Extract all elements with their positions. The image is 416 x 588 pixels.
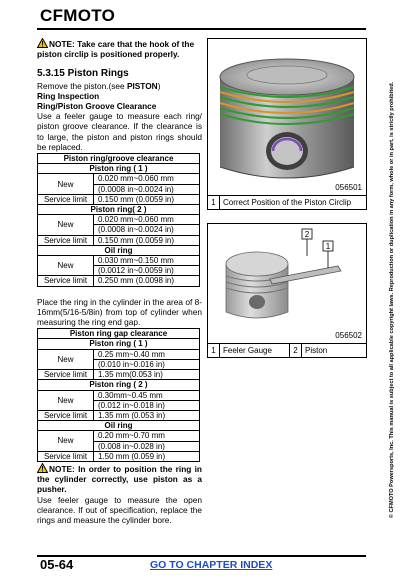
table-title: Piston ring gap clearance [38,329,200,339]
limit-label: Service limit [38,276,94,286]
new-label: New [38,256,94,276]
new-value-inch: (0.0012 in~0.0059 in) [94,266,200,276]
note-top [37,38,202,59]
limit-label: Service limit [38,370,94,380]
subheading-inspection: Ring Inspection [37,90,100,101]
remove-prefix: Remove the piston.(see [37,80,127,91]
caption-index: 1 [208,344,220,357]
table-group-header: Piston ring( 2 ) [38,205,200,215]
gap-clearance-table [37,328,200,462]
callout-1: 1 [325,242,331,251]
figure1-caption [207,196,367,210]
caption-index: 2 [290,344,302,357]
figure2-caption [207,344,367,358]
note-bottom [37,463,202,495]
new-value: 0.030 mm~0.150 mm [94,256,200,266]
limit-label: Service limit [38,410,94,420]
copyright-sidebar [372,80,412,520]
new-label: New [38,349,94,369]
table-group-header: Piston ring ( 1 ) [38,164,200,174]
table-group-header: Oil ring [38,421,200,431]
right-column [207,38,367,358]
note-top-text: NOTE: Take care that the hook of the piston circlip is positioned properly. [37,39,195,60]
caption-index: 1 [208,196,220,209]
footer-rule [37,555,366,557]
caption-text: Piston [305,346,328,355]
warning-icon [37,463,48,473]
note-bottom-text: NOTE: In order to position the ring in the cylinder correctly, use piston as a pusher. [37,463,202,495]
table-title: Piston ring/groove clearance [38,154,200,164]
section-title: 5.3.15 Piston Rings [37,68,129,80]
callout-2: 2 [304,230,310,239]
limit-label: Service limit [38,235,94,245]
table-group-header: Piston ring ( 2 ) [38,380,200,390]
limit-value: 1.35 mm (0.053 in) [94,410,200,420]
table-group-header: Oil ring [38,245,200,255]
subheading-groove: Ring/Piston Groove Clearance [37,101,157,112]
remove-ref-link[interactable]: PISTON [126,80,158,91]
new-value: 0.30mm~0.45 mm [94,390,200,400]
groove-clearance-table [37,153,200,287]
new-value-inch: (0.0008 in~0.0024 in) [94,225,200,235]
brand-title: CFMOTO [40,6,116,25]
page-number: 05-64 [40,557,74,572]
figure-piston-circlip [207,38,367,196]
new-value-inch: (0.012 in~0.018 in) [94,400,200,410]
copyright-text: © CFMOTO Powersports, Inc. This manual is subject to all applicable copyright laws. Reproduction or duplication in any form, whole or in part, is strictly prohibited. [389,81,395,519]
new-value: 0.20 mm~0.70 mm [94,431,200,441]
limit-value: 0.150 mm (0.0059 in) [94,194,200,204]
bottom-paragraph: Use feeler gauge to measure the open clearance. If out of specification, replace the rings and measure the cylinder bore. [37,494,202,525]
groove-paragraph: Use a feeler gauge to measure each ring/ piston groove clearance. If the clearance is to large, the piston and piston rings should be replaced. [37,111,202,152]
remove-suffix: ) [157,80,161,91]
limit-value: 0.150 mm (0.0059 in) [94,235,200,245]
new-label: New [38,390,94,410]
chapter-index-link[interactable]: GO TO CHAPTER INDEX [150,559,273,571]
feeler-gauge-image [208,224,366,343]
header-rule [37,28,366,30]
piston-circlip-image [208,39,366,195]
table-group-header: Piston ring ( 1 ) [38,339,200,349]
caption-text: Feeler Gauge [220,344,290,357]
figure-feeler-gauge [207,223,367,344]
new-value-inch: (0.010 in~0.016 in) [94,359,200,369]
new-label: New [38,431,94,451]
new-value-inch: (0.0008 in~0.0024 in) [94,184,200,194]
figure-number: 056501 [335,183,362,192]
caption-text: Correct Position of the Piston Circlip [223,198,352,207]
limit-value: 0.250 mm (0.0098 in) [94,276,200,286]
limit-label: Service limit [38,451,94,461]
left-column [37,38,202,525]
new-value: 0.25 mm~0.40 mm [94,349,200,359]
limit-value: 1.35 mm(0.053 in) [94,370,200,380]
new-label: New [38,215,94,235]
remove-line [37,81,202,91]
warning-icon [37,38,48,48]
limit-value: 1.50 mm (0.059 in) [94,451,200,461]
new-value: 0.020 mm~0.060 mm [94,174,200,184]
place-paragraph: Place the ring in the cylinder in the area of 8-16mm(5/16-5/8in) from top of cylinder when measuring the ring end gap. [37,296,202,328]
limit-label: Service limit [38,194,94,204]
new-label: New [38,174,94,194]
new-value: 0.020 mm~0.060 mm [94,215,200,225]
new-value-inch: (0.008 in~0.028 in) [94,441,200,451]
figure-number: 056502 [335,331,362,340]
